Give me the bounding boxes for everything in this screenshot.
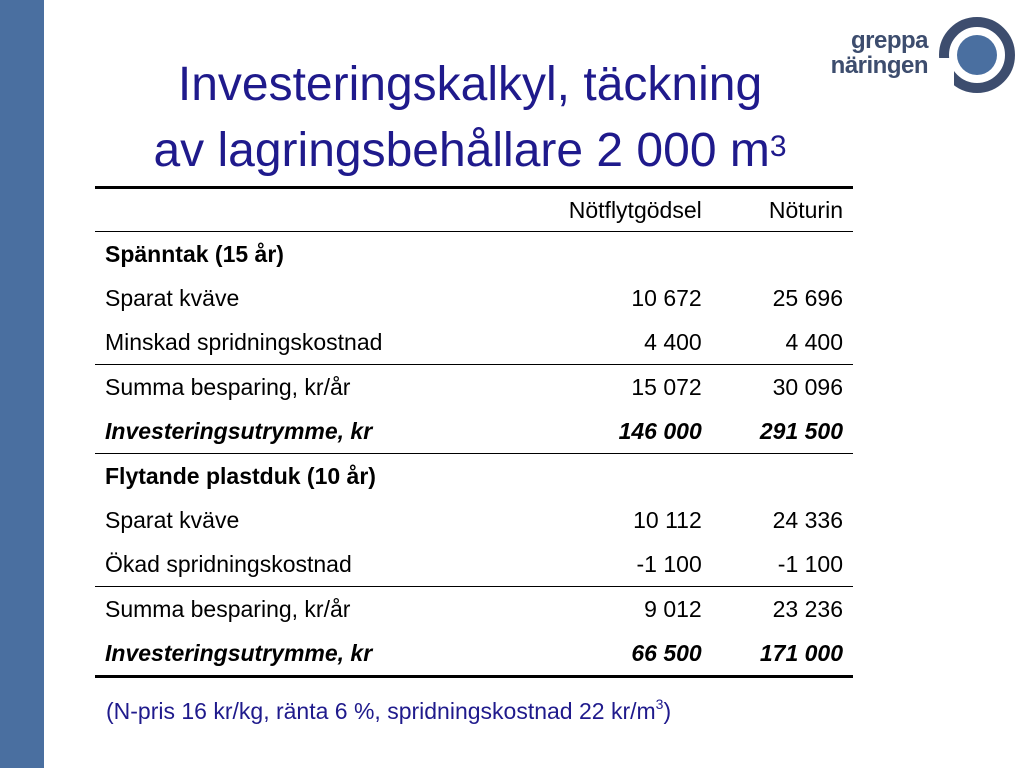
table-header-row: [95, 188, 853, 232]
investment-table: [95, 186, 853, 678]
footnote: [106, 698, 671, 725]
section-heading-row: [95, 454, 853, 499]
row-value-notflytgodsel: -1 100: [636, 550, 702, 577]
header-noturin: Nöturin: [768, 196, 843, 223]
table-row: [95, 276, 853, 320]
row-value-noturin: 24 336: [772, 506, 843, 533]
total-value-notflytgodsel: 66 500: [631, 639, 702, 666]
footnote-text: (N-pris 16 kr/kg, ränta 6 %, spridningskostnad 22 kr/m: [106, 698, 656, 724]
logo-ring-icon: [936, 14, 1018, 96]
slide-title: [60, 52, 880, 184]
sum-value-noturin: 23 236: [772, 595, 843, 622]
header-notflytgodsel: Nötflytgödsel: [568, 196, 702, 223]
sum-label: Summa besparing, kr/år: [105, 595, 351, 622]
table-row: [95, 320, 853, 365]
row-label: Sparat kväve: [105, 506, 240, 533]
table-row: [95, 542, 853, 587]
row-value-notflytgodsel: 10 672: [631, 284, 702, 311]
total-row: [95, 631, 853, 677]
logo-line-1: greppa: [850, 27, 928, 54]
row-value-noturin: 4 400: [785, 328, 843, 355]
logo-line-2: näringen: [830, 52, 928, 79]
greppa-naringen-logo: [818, 14, 1018, 98]
footnote-close: ): [663, 698, 672, 724]
section-heading-row: [95, 232, 853, 277]
section-heading: Spänntak (15 år): [105, 240, 284, 267]
row-label: Ökad spridningskostnad: [105, 550, 352, 577]
footnote-superscript: 3: [655, 696, 664, 712]
total-value-notflytgodsel: 146 000: [618, 417, 702, 444]
section-heading: Flytande plastduk (10 år): [105, 462, 376, 489]
sum-row: [95, 365, 853, 410]
side-bar: [0, 0, 44, 768]
table-row: [95, 498, 853, 542]
logo-text: [818, 28, 928, 78]
row-value-notflytgodsel: 10 112: [633, 506, 702, 533]
total-label: Investeringsutrymme, kr: [105, 417, 373, 444]
row-value-notflytgodsel: 4 400: [644, 328, 702, 355]
sum-value-notflytgodsel: 15 072: [631, 373, 702, 400]
total-row: [95, 409, 853, 454]
sum-row: [95, 587, 853, 632]
sum-value-notflytgodsel: 9 012: [644, 595, 702, 622]
sum-value-noturin: 30 096: [772, 373, 843, 400]
total-label: Investeringsutrymme, kr: [105, 639, 373, 666]
row-label: Sparat kväve: [105, 284, 240, 311]
row-value-noturin: 25 696: [772, 284, 843, 311]
sum-label: Summa besparing, kr/år: [105, 373, 351, 400]
title-line-2: av lagringsbehållare 2 000 m: [153, 124, 770, 177]
title-line-1: Investeringskalkyl, täckning: [177, 58, 763, 111]
header-label-column: [95, 188, 502, 232]
total-value-noturin: 171 000: [759, 639, 843, 666]
title-superscript: 3: [769, 130, 787, 163]
row-label: Minskad spridningskostnad: [105, 328, 383, 355]
row-value-noturin: -1 100: [777, 550, 843, 577]
total-value-noturin: 291 500: [759, 417, 843, 444]
